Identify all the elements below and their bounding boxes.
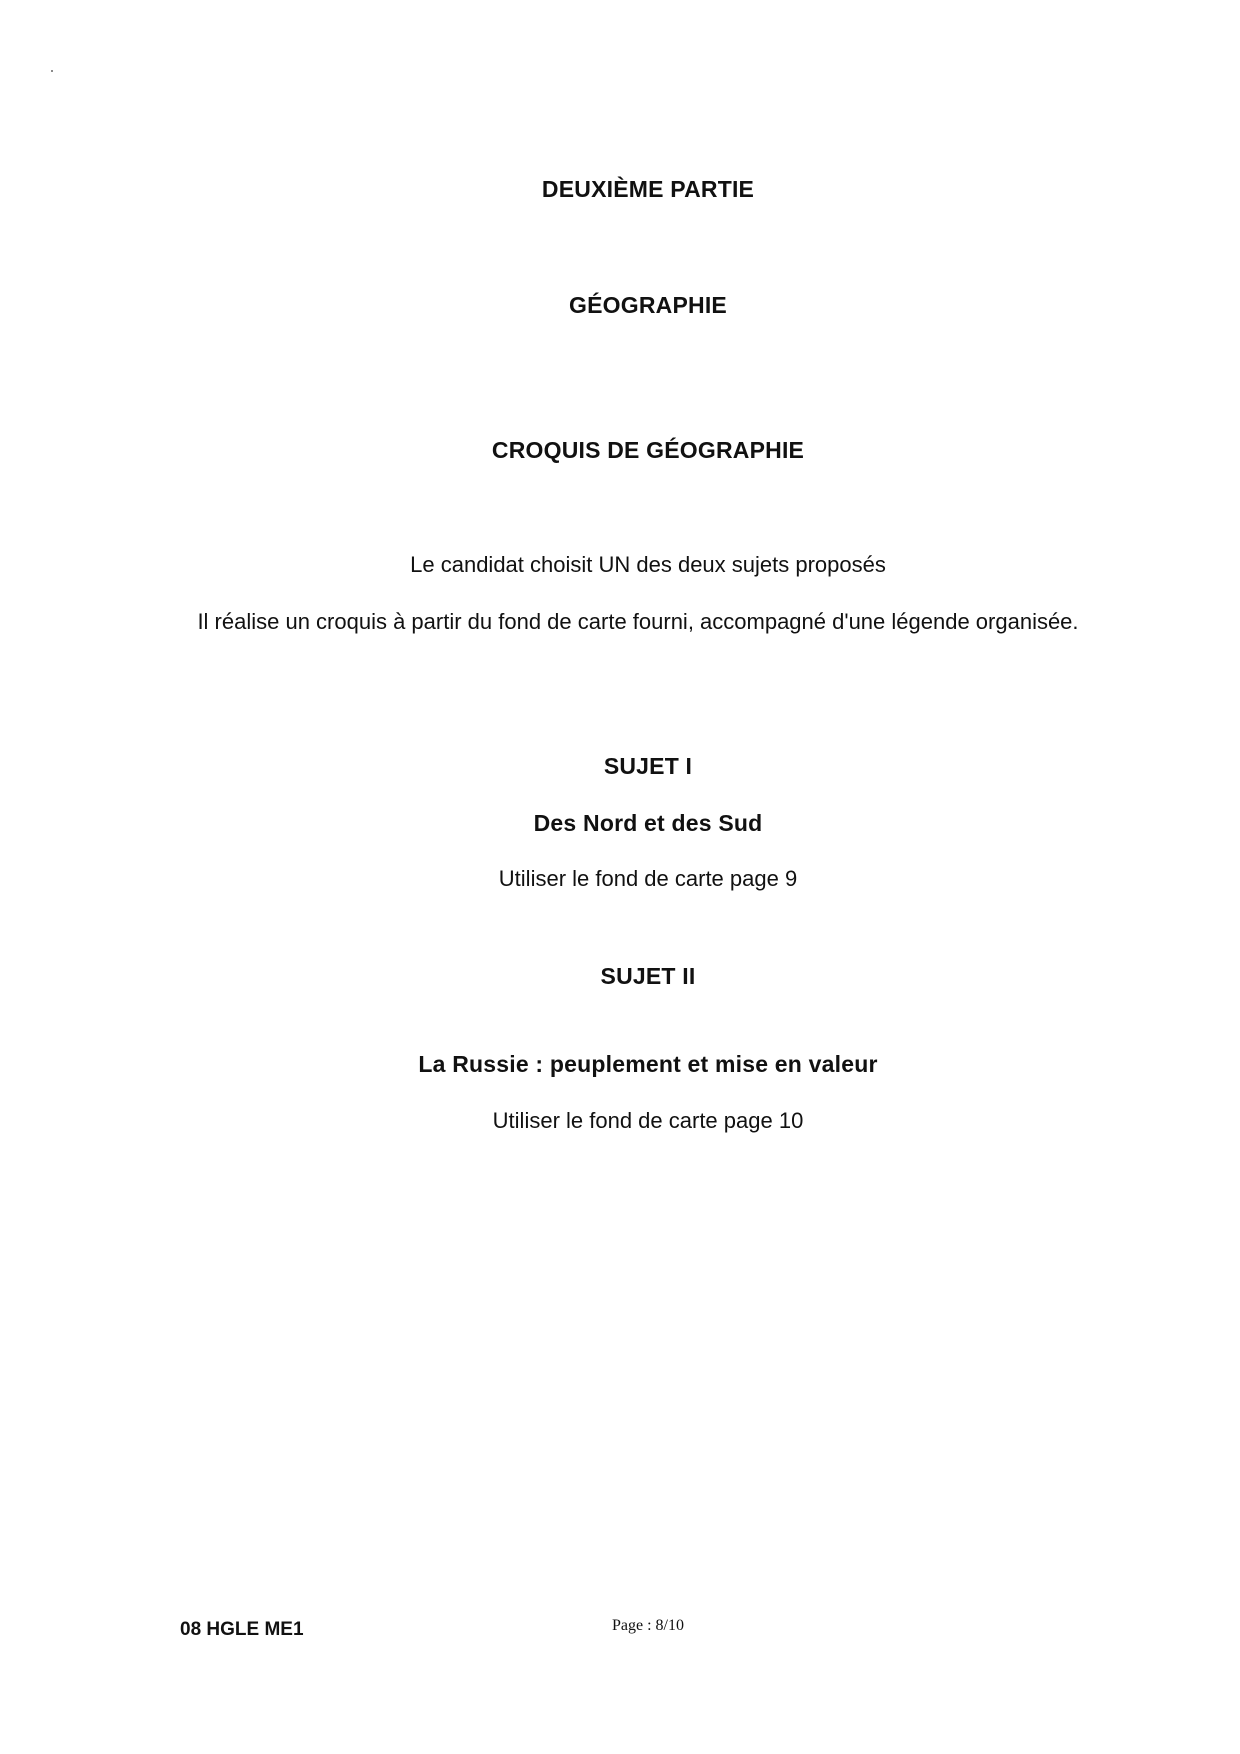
subject-2-title: La Russie : peuplement et mise en valeur xyxy=(418,1051,878,1077)
part-title: DEUXIÈME PARTIE xyxy=(541,176,755,202)
footer-exam-code: 08 HGLE ME1 xyxy=(180,1619,304,1640)
footer-page-number: Page : 8/10 xyxy=(612,1617,684,1634)
instruction-line-2: Il réalise un croquis à partir du fond de carte fourni, accompagné d'une légende organisée. xyxy=(197,609,1079,634)
section-title: CROQUIS DE GÉOGRAPHIE xyxy=(491,437,805,463)
subject-2-note: Utiliser le fond de carte page 10 xyxy=(492,1108,804,1133)
instruction-line-1: Le candidat choisit UN des deux sujets proposés xyxy=(410,552,886,577)
subject-1-label: SUJET I xyxy=(603,753,693,779)
subject-2-label: SUJET II xyxy=(600,963,696,989)
subject-1-title: Des Nord et des Sud xyxy=(533,810,763,836)
subject-1-note: Utiliser le fond de carte page 9 xyxy=(498,866,798,891)
scan-speck xyxy=(51,70,53,72)
subject-title: GÉOGRAPHIE xyxy=(569,292,727,318)
